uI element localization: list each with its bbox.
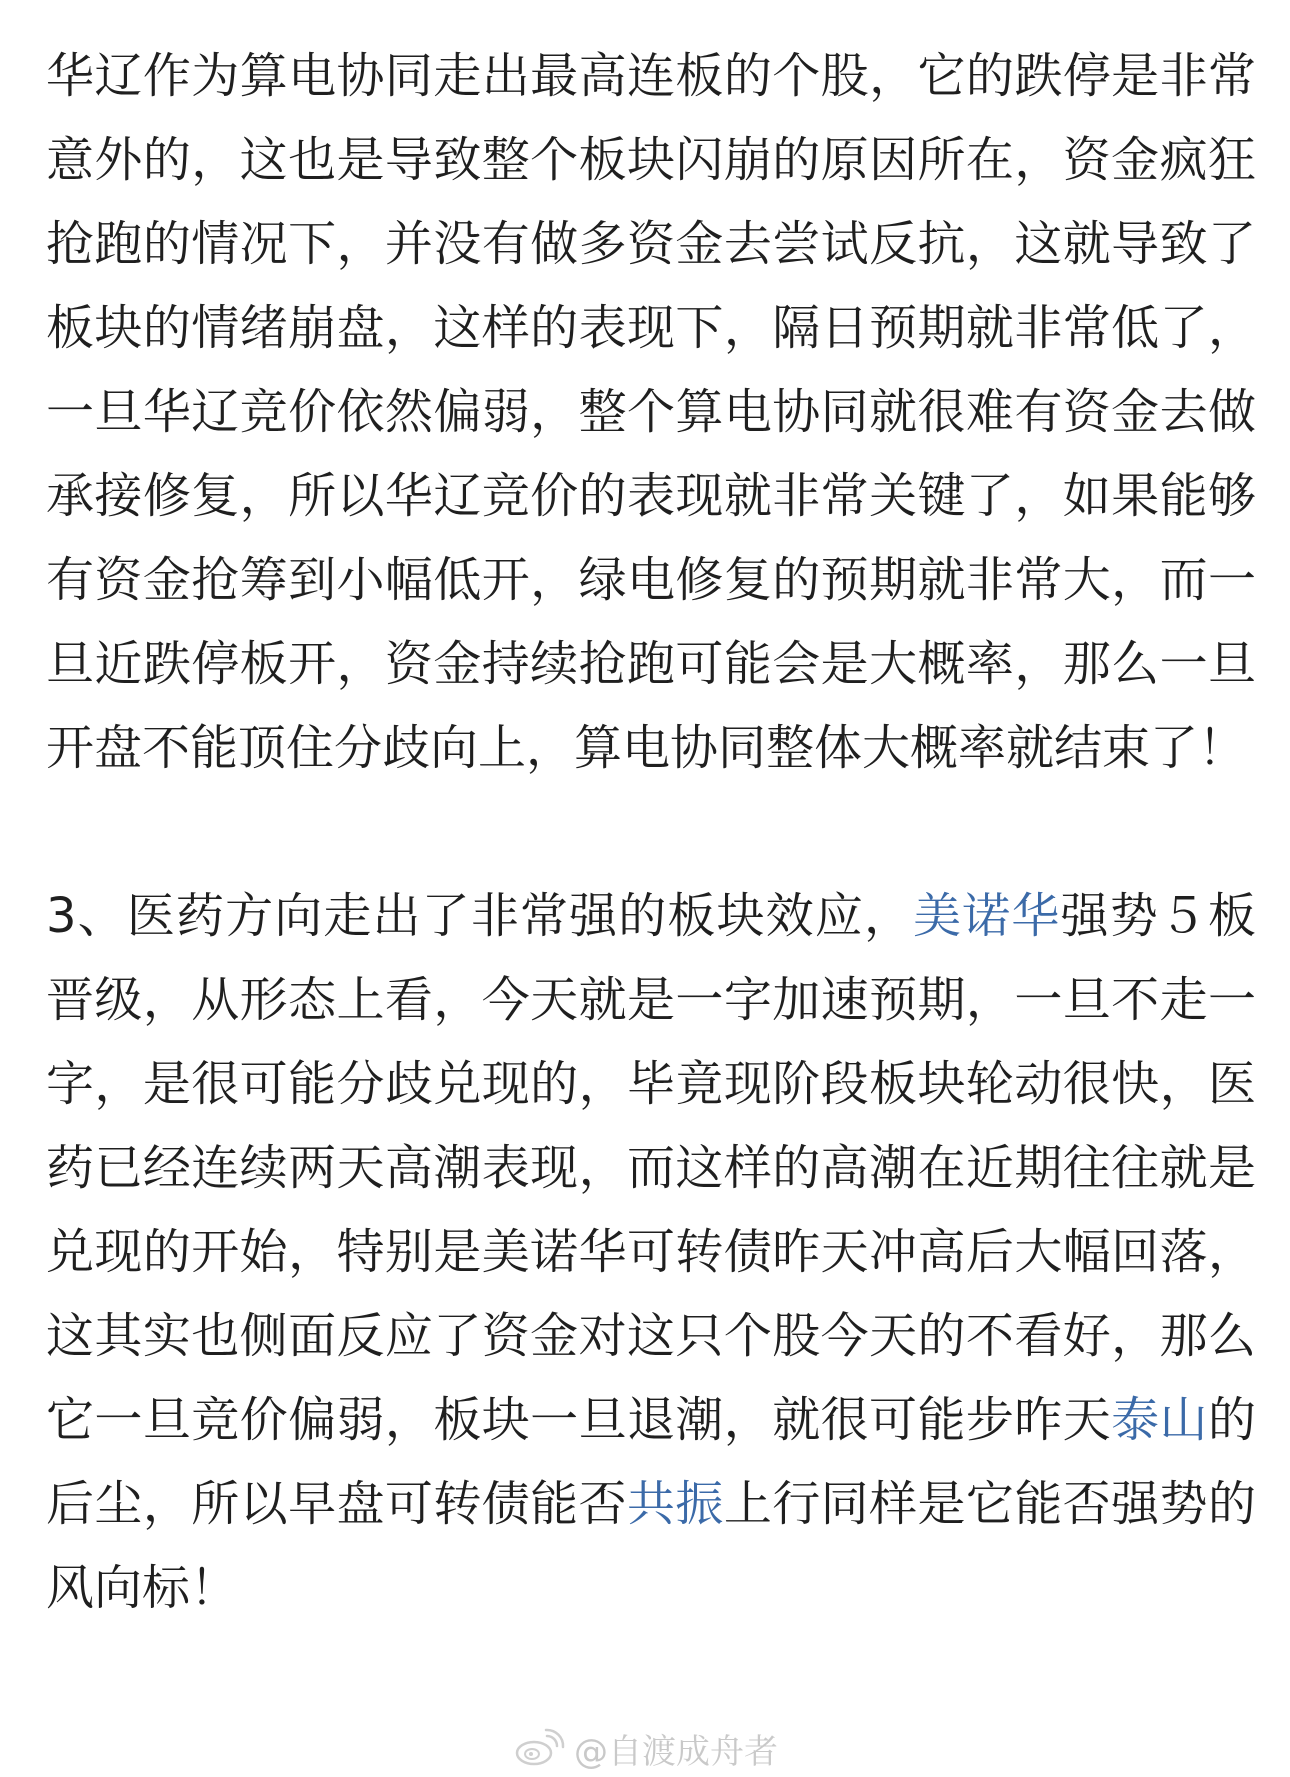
weibo-icon — [514, 1728, 566, 1768]
stock-link-meinuohua[interactable]: 美诺华 — [913, 888, 1061, 944]
article-body — [46, 34, 1256, 1630]
paragraph-1: 华辽作为算电协同走出最高连板的个股，它的跌停是非常意外的，这也是导致整个板块闪崩的原因所在，资金疯狂抢跑的情况下，并没有做多资金去尝试反抗，这就导致了板块的情绪崩盘，这样的表现下，隔日预期就非常低了，一旦华辽竞价依然偏弱，整个算电协同就很难有资金去做承接修复，所以华辽竞价的表现就非常关键了，如果能够有资金抢筹到小幅低开，绿电修复的预期就非常大，而一旦近跌停板开，资金持续抢跑可能会是大概率，那么一旦开盘不能顶住分歧向上，算电协同整体大概率就结束了！ — [46, 48, 1256, 776]
watermark — [514, 1728, 778, 1772]
topic-link-gongzhen[interactable]: 共振 — [626, 1476, 724, 1532]
paragraph-2-text-3: 的后尘，所以早盘可转债能否 — [46, 1392, 1256, 1532]
paragraph-2-text-2: 强势５板晋级，从形态上看，今天就是一字加速预期，一旦不走一字，是很可能分歧兑现的，毕竟现阶段板块轮动很快，医药已经连续两天高潮表现，而这样的高潮在近期往往就是兑现的开始，特别是美诺华可转债昨天冲高后大幅回落，这其实也侧面反应了资金对这只个股今天的不看好，那么它一旦竞价偏弱，板块一旦退潮，就很可能步昨天 — [46, 888, 1256, 1448]
paragraph-2-text-4: 上行同样是它能否强势的风向标！ — [46, 1476, 1256, 1616]
paragraph-2 — [46, 874, 1256, 1630]
watermark-text: @自渡成舟者 — [574, 1731, 778, 1772]
stock-link-taishan[interactable]: 泰山 — [1111, 1392, 1208, 1448]
paragraph-2-text-1: 3、医药方向走出了非常强的板块效应， — [46, 888, 914, 944]
